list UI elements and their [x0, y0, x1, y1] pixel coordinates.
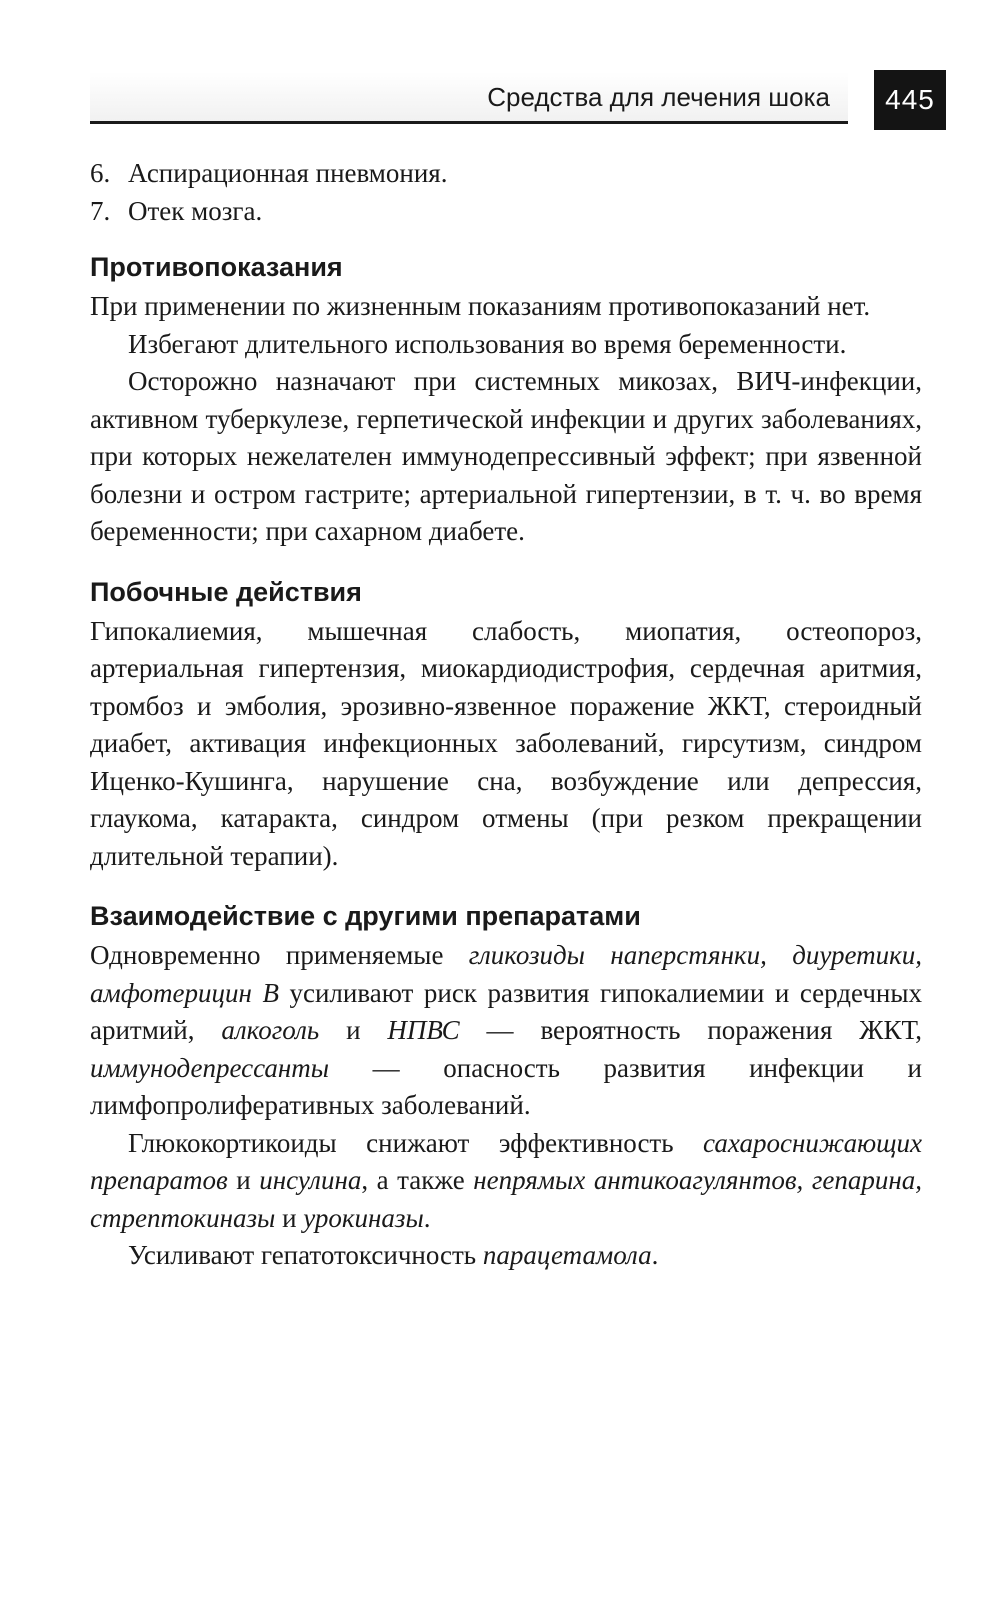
- drug-name: урокиназы: [303, 1202, 424, 1233]
- text-run: и: [275, 1202, 304, 1233]
- list-item: [90, 193, 922, 231]
- list-item-text: Аспирационная пневмония.: [128, 158, 448, 188]
- text-run: — опасность развития инфекции и лимфопролиферативных заболеваний.: [90, 1052, 922, 1120]
- list-item-text: Отек мозга.: [128, 195, 263, 226]
- drug-name: парацетамола: [482, 1240, 652, 1270]
- list-item-number: 6.: [90, 158, 111, 188]
- text-run: и: [227, 1165, 260, 1195]
- drug-name: непрямых антикоагулянтов, гепарина, стрептокиназы: [90, 1165, 923, 1233]
- text-run: Глюкокортикоиды снижают эффективность: [128, 1127, 704, 1158]
- running-title: Средства для лечения шока: [487, 82, 830, 112]
- paragraph: [90, 1237, 922, 1275]
- drug-name: иммунодепрессанты: [90, 1052, 330, 1083]
- drug-name: инсулина: [259, 1165, 362, 1195]
- text-run: и: [319, 1015, 388, 1045]
- paragraph: Гипокалиемия, мышечная слабость, миопатия, остеопороз, артериальная гипертензия, миокардиодистрофия, сердечная аритмия, тромбоз и эмболия, эрозивно-язвенное поражение ЖКТ, стероидный диабет, активация инфекционных заболеваний, гирсутизм, синдром Иценко-Кушинга, нарушение сна, возбуждение или депрессия, глаукома, катаракта, синдром отмены (при резком прекращении длительной терапии).: [90, 615, 922, 871]
- paragraph: Осторожно назначают при системных микозах, ВИЧ-инфекции, активном туберкулезе, герпетической инфекции и других заболеваниях, при которых нежелателен иммунодепрессивный эффект; при язвенной болезни и остром гастрите; артериальной гипертензии, в т. ч. во время беременности; при сахарном диабете.: [90, 366, 922, 546]
- text-run: — вероятность поражения ЖКТ,: [459, 1015, 923, 1045]
- paragraph: [90, 937, 922, 1125]
- drug-name: алкоголь: [221, 1015, 320, 1045]
- text-run: Усиливают гепатотоксичность: [128, 1240, 483, 1270]
- drug-name: гликозиды наперстянки, диуретики, амфотерицин В: [90, 940, 923, 1008]
- text-run: .: [651, 1240, 659, 1270]
- paragraph: [90, 1125, 922, 1238]
- section-heading-side-effects: Побочные действия: [90, 576, 362, 607]
- paragraph: Избегают длительного использования во время беременности.: [128, 328, 847, 359]
- text-run: , а также: [361, 1165, 474, 1195]
- text-run: усиливают риск развития гипокалиемии и сердечных аритмий,: [90, 977, 922, 1045]
- page-number: 445: [874, 70, 946, 130]
- text-run: Одновременно применяемые: [90, 940, 469, 970]
- paragraph: При применении по жизненным показаниям противопоказаний нет.: [90, 291, 871, 321]
- book-page: [90, 0, 946, 1600]
- section-heading-interactions: Взаимодействие с другими препаратами: [90, 901, 641, 931]
- drug-name: НПВС: [387, 1015, 460, 1045]
- list-item: [90, 155, 922, 193]
- running-header: [90, 72, 848, 124]
- drug-name: сахароснижающих препаратов: [90, 1127, 922, 1195]
- text-run: .: [423, 1202, 431, 1233]
- section-heading-contraindications: Противопоказания: [90, 252, 343, 282]
- page-content: [90, 155, 922, 1275]
- list-item-number: 7.: [90, 195, 111, 226]
